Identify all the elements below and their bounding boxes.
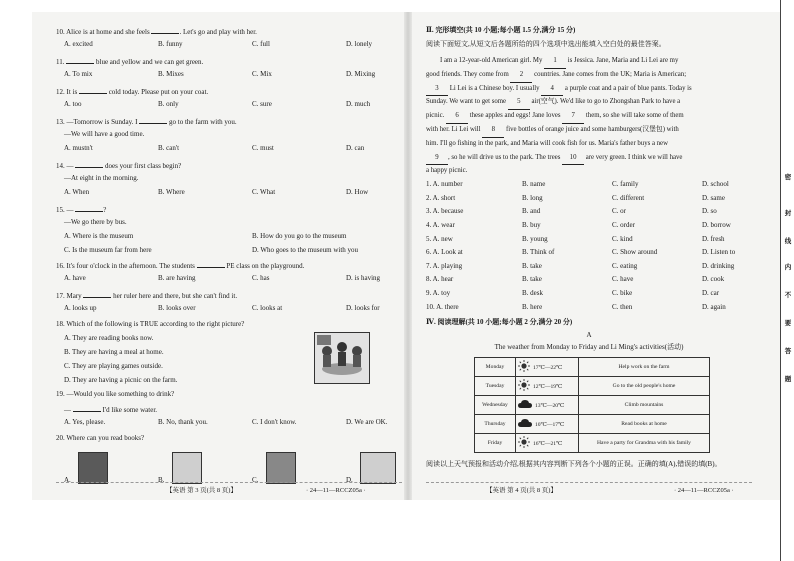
answer-option[interactable]: D. much <box>346 100 371 108</box>
question-text <box>56 204 106 215</box>
cloze-blank[interactable]: 2 <box>510 68 532 83</box>
weather-cell <box>516 415 579 434</box>
passage-text: him. I'll go fishing in the park, and Maria will cook fish for us. Maria's father buys a new <box>426 139 668 147</box>
question-number: 10. <box>56 28 67 36</box>
dialogue-line: —We will have a good time. <box>64 130 145 138</box>
answer-option[interactable]: D. Who goes to the museum with you <box>252 246 359 254</box>
answer-option[interactable]: D. so <box>702 207 717 216</box>
passage-text: countries. Jane comes from the UK; Maria is American; <box>532 70 687 78</box>
passage-text: I am a 12-year-old American girl. My <box>440 57 545 64</box>
stem-text: Alice is at home and she feels <box>66 28 152 36</box>
answer-option[interactable]: C. Is the museum far from here <box>64 246 152 254</box>
passage-line <box>426 68 752 82</box>
cloze-blank[interactable]: 5 <box>508 95 530 110</box>
answer-option[interactable]: C. bike <box>612 289 633 297</box>
answer-option[interactable]: 2. A. short <box>426 193 456 202</box>
question-text <box>56 116 237 127</box>
question-text <box>56 160 181 171</box>
answer-blank[interactable] <box>73 404 101 412</box>
dialogue-text: I'd like some water. <box>100 406 158 414</box>
cloze-option-row <box>426 303 752 314</box>
answer-option[interactable]: A. mustn't <box>64 144 93 152</box>
answer-option[interactable]: B. take <box>522 275 542 284</box>
dialogue-line <box>56 404 410 415</box>
seal-line-char: 不 <box>784 292 792 299</box>
answer-option[interactable]: 7. A. playing <box>426 261 463 270</box>
question-text <box>56 434 144 443</box>
answer-option[interactable]: D. fresh <box>702 234 725 243</box>
stem-text: Mary <box>66 292 84 300</box>
activity: Have a party for Grandma with his family <box>579 434 710 453</box>
answer-option[interactable]: B. are having <box>158 274 196 282</box>
answer-option[interactable]: A. excited <box>64 40 93 48</box>
option-row <box>56 274 402 285</box>
answer-option[interactable]: B. No, thank you. <box>158 418 208 426</box>
sun-icon <box>518 379 530 394</box>
answer-option[interactable]: A. have <box>64 274 86 282</box>
passage-text: a happy picnic. <box>426 167 468 175</box>
temperature: 16℃—21℃ <box>533 440 563 447</box>
weekday: Wednesday <box>475 396 516 415</box>
letter-picture <box>172 452 202 484</box>
question-stem <box>56 390 402 401</box>
stem-text: — <box>66 206 76 214</box>
question-text <box>56 290 237 301</box>
page-3 <box>56 12 402 500</box>
seal-line-char: 线 <box>784 238 792 245</box>
question-number: 20. <box>56 434 67 442</box>
answer-option[interactable]: B. Mixes <box>158 70 184 78</box>
activity: Go to the old people's home <box>579 377 710 396</box>
dialogue-dash: — <box>64 406 73 414</box>
cloze-blank[interactable]: 4 <box>541 82 563 97</box>
question-text <box>56 320 244 329</box>
question-stem <box>56 86 402 97</box>
answer-option[interactable]: A. looks up <box>64 304 97 312</box>
seal-line-char: 封 <box>784 210 792 217</box>
library-picture <box>360 452 396 484</box>
answer-option[interactable]: B. How do you go to the museum <box>252 232 347 240</box>
stem-text: does your first class begin? <box>103 162 182 170</box>
passage-text: these apples and eggs! Jane loves <box>468 112 563 120</box>
question-text <box>56 260 304 271</box>
answer-option[interactable]: B. desk <box>522 289 543 297</box>
seal-line-char: 内 <box>784 264 792 271</box>
question-number: 18. <box>56 320 67 328</box>
answer-option[interactable]: B. buy <box>522 221 541 229</box>
weather-cell <box>516 434 579 453</box>
answer-option[interactable]: A. too <box>64 100 82 108</box>
question-number: 17. <box>56 292 67 300</box>
question-number: 12. <box>56 88 67 96</box>
option-row <box>56 100 402 111</box>
cloze-option-row <box>426 275 752 286</box>
answer-option[interactable]: C. then <box>612 302 633 311</box>
answer-option[interactable]: B. can't <box>158 144 180 152</box>
answer-blank[interactable] <box>151 26 179 34</box>
passage-text: with her. Li Lei will <box>426 125 483 133</box>
option-row <box>56 70 402 81</box>
answer-option[interactable]: 1. A. number <box>426 180 463 189</box>
answer-option[interactable]: C. Mix <box>252 70 272 78</box>
answer-option[interactable]: C. have <box>612 275 634 284</box>
question-stem <box>56 434 402 445</box>
passage-line <box>426 82 752 96</box>
weather-row <box>475 434 710 453</box>
weather-row <box>475 358 710 377</box>
passage-text: them, so she will take some of them <box>584 112 684 120</box>
answer-option[interactable]: D. same <box>702 193 725 202</box>
answer-option[interactable]: B. Where <box>158 188 185 196</box>
question-number: 16. <box>56 262 67 270</box>
answer-option[interactable]: B. <box>158 476 165 484</box>
answer-option[interactable]: B. here <box>522 302 543 311</box>
answer-blank[interactable] <box>75 160 103 168</box>
answer-option[interactable]: 5. A. new <box>426 234 453 243</box>
stem-text: Which of the following is TRUE according to the right picture? <box>66 320 245 328</box>
weather-cell <box>516 396 579 415</box>
reading-picture <box>78 452 108 484</box>
answer-option[interactable]: C. full <box>252 40 270 48</box>
question-text <box>56 86 208 97</box>
question-stem <box>56 260 402 271</box>
cloze-blank[interactable]: 10 <box>562 151 584 166</box>
sun-icon <box>518 360 530 375</box>
answer-option[interactable]: B. Think of <box>522 248 555 257</box>
answer-option[interactable]: D. How <box>346 188 369 196</box>
answer-option[interactable]: D. can <box>346 144 365 152</box>
passage-line <box>426 95 752 109</box>
cloze-option-row <box>426 194 752 205</box>
stem-text: It is <box>66 88 79 96</box>
passage-line <box>426 164 752 178</box>
temperature: 12℃—19℃ <box>533 383 563 390</box>
cloze-option-row <box>426 289 752 300</box>
footer-page-label: 【英语 第 4 页(共 8 页)】 <box>486 487 557 494</box>
stem-text: her ruler here and there, but she can't find it. <box>111 292 238 300</box>
footer-page-label: 【英语 第 3 页(共 8 页)】 <box>166 487 237 494</box>
cloze-blank[interactable]: 7 <box>562 109 584 124</box>
temperature: 13℃—20℃ <box>535 402 565 409</box>
cloud-icon <box>518 399 532 412</box>
question-number: 15. <box>56 206 67 214</box>
option-row <box>56 418 402 429</box>
question-text <box>56 390 174 399</box>
passage-text: Li Lei is a Chinese boy. I usually <box>448 84 542 92</box>
answer-blank[interactable] <box>197 260 225 268</box>
question-number: 19. <box>56 390 67 398</box>
answer-option[interactable]: A. They are reading books now. <box>64 334 154 342</box>
section-2-instruction: 阅读下面短文,从短文后各题所给的四个选项中选出能填入空白处的最佳答案。 <box>426 40 666 48</box>
page-footer <box>426 482 752 500</box>
stem-text: —Would you like something to drink? <box>66 390 175 398</box>
answer-option[interactable]: C. What <box>252 188 276 196</box>
passage-text: Sunday. We want to get some <box>426 98 508 106</box>
cloze-option-row <box>426 180 752 191</box>
weather-row <box>475 415 710 434</box>
seal-line-char: 密 <box>784 174 792 181</box>
answer-option[interactable]: A. Yes, please. <box>64 418 106 426</box>
answer-option[interactable]: C. looks at <box>252 304 283 312</box>
passage-text: are very green. I think we will have <box>584 153 683 161</box>
answer-option[interactable]: D. lonely <box>346 40 373 48</box>
option-row <box>56 232 402 243</box>
question-stem <box>56 160 402 171</box>
question-number: 14. <box>56 162 67 170</box>
cloze-option-row <box>426 235 752 246</box>
passage-line <box>426 151 752 165</box>
answer-option[interactable]: B. long <box>522 193 543 202</box>
passage-a-label: A <box>586 331 592 340</box>
question-stem <box>56 56 402 67</box>
cloze-option-row <box>426 221 752 232</box>
passage-line <box>426 137 752 151</box>
question-stem <box>56 26 402 37</box>
activity: Climb mountains <box>579 396 710 415</box>
table-caption: The weather from Monday to Friday and Li Ming's activities(活动) <box>494 343 684 352</box>
classroom-picture <box>266 452 296 484</box>
answer-option[interactable]: D. We are OK. <box>346 418 388 426</box>
family-meal-picture <box>314 332 370 384</box>
answer-option[interactable]: D. drinking <box>702 261 735 270</box>
passage-text: is Jessica. Jane, Maria and Li Lei are my <box>566 57 679 64</box>
stem-text: go to the farm with you. <box>167 118 237 126</box>
seal-line-char: 题 <box>784 376 792 383</box>
passage-text: air(空气). We'd like to go to Zhongshan Park to have a <box>529 98 681 106</box>
weather-row <box>475 396 710 415</box>
seal-line-char: 要 <box>784 320 792 327</box>
question-number: 13. <box>56 118 67 126</box>
answer-blank[interactable] <box>83 290 111 298</box>
question-number: 11. <box>56 58 67 66</box>
answer-option[interactable]: 9. A. toy <box>426 289 451 297</box>
cloud-icon <box>518 418 532 431</box>
passage-line <box>426 123 752 137</box>
passage-text: picnic. <box>426 112 447 120</box>
stem-text: It's four o'clock in the afternoon. The students <box>66 262 197 270</box>
cloze-blank[interactable]: 9 <box>426 151 448 166</box>
seal-line <box>780 0 781 561</box>
weather-table <box>474 357 710 453</box>
passage-text: a purple coat and a pair of blue pants. Today is <box>563 84 692 92</box>
option-row <box>56 188 402 199</box>
answer-option[interactable]: B. name <box>522 180 546 189</box>
answer-option[interactable]: D. looks for <box>346 304 380 312</box>
answer-blank[interactable] <box>75 204 103 212</box>
cloze-blank[interactable]: 1 <box>544 54 566 69</box>
passage-text: good friends. They come from <box>426 70 511 78</box>
weather-cell <box>516 377 579 396</box>
answer-option[interactable]: B. funny <box>158 40 183 48</box>
cloze-blank[interactable]: 6 <box>446 109 468 124</box>
page-4 <box>426 12 752 500</box>
option-row <box>56 304 402 315</box>
question-stem <box>56 204 402 215</box>
weekday: Monday <box>475 358 516 377</box>
answer-option[interactable]: D. cook <box>702 275 725 284</box>
option-row <box>56 246 402 257</box>
answer-option[interactable]: 6. A. Look at <box>426 248 463 257</box>
cloze-option-row <box>426 248 752 259</box>
answer-option[interactable]: 3. A. because <box>426 207 464 216</box>
answer-option[interactable]: C. kind <box>612 234 633 243</box>
answer-option[interactable]: A. When <box>64 188 90 196</box>
dialogue-line: —At eight in the morning. <box>64 174 139 182</box>
seal-line-sidebar <box>780 0 794 561</box>
exam-sheet <box>32 12 780 500</box>
sun-icon <box>518 436 530 451</box>
answer-option[interactable]: D. car <box>702 289 720 297</box>
option-row <box>56 40 402 51</box>
stem-text: PE class on the playground. <box>224 262 305 270</box>
stem-text: cold today. Please put on your coat. <box>106 88 209 96</box>
answer-option[interactable]: C. order <box>612 221 635 229</box>
answer-blank[interactable] <box>139 116 167 124</box>
weather-row <box>475 377 710 396</box>
answer-option[interactable]: D. <box>346 476 353 484</box>
answer-option[interactable]: D. school <box>702 180 729 189</box>
footer-code: · 24—11—RCCZ05a · <box>306 487 366 494</box>
stem-text: blue and yellow and we can get green. <box>94 58 204 66</box>
answer-blank[interactable] <box>66 56 94 64</box>
answer-option[interactable]: B. take <box>522 261 542 270</box>
answer-option[interactable]: D. Listen to <box>702 248 736 257</box>
cloze-blank[interactable]: 8 <box>482 123 504 138</box>
question-stem <box>56 320 402 331</box>
answer-option[interactable]: B. only <box>158 100 179 108</box>
page-footer <box>56 482 402 500</box>
cloze-passage <box>426 54 752 178</box>
activity: Read books at home <box>579 415 710 434</box>
answer-option[interactable]: 10. A. there <box>426 302 459 311</box>
temperature: 17℃—22℃ <box>533 364 563 371</box>
answer-option[interactable]: C. has <box>252 274 270 282</box>
passage-text: , so he will drive us to the park. The trees <box>448 153 563 161</box>
question-text <box>56 26 257 37</box>
stem-text: — <box>66 162 76 170</box>
cloze-option-row <box>426 207 752 218</box>
weekday: Thursday <box>475 415 516 434</box>
answer-option[interactable]: C. different <box>612 193 645 202</box>
section-2-title: Ⅱ. 完形填空(共 10 小题;每小题 1.5 分,满分 15 分) <box>426 26 576 34</box>
question-text <box>56 56 203 67</box>
footer-code: · 24—11—RCCZ05a · <box>674 487 734 494</box>
answer-option[interactable]: B. young <box>522 234 548 243</box>
answer-option[interactable]: D. borrow <box>702 221 731 229</box>
passage-line <box>426 109 752 123</box>
weather-cell <box>516 358 579 377</box>
stem-text: . Let's go and play with her. <box>179 28 257 36</box>
answer-option[interactable]: A. <box>64 476 71 484</box>
answer-option[interactable]: C. eating <box>612 261 638 270</box>
answer-option[interactable]: 8. A. hear <box>426 275 454 284</box>
answer-option[interactable]: C. or <box>612 207 626 216</box>
answer-blank[interactable] <box>79 86 107 94</box>
dialogue-line: —We go there by bus. <box>64 218 127 226</box>
answer-option[interactable]: B. looks over <box>158 304 196 312</box>
weekday: Tuesday <box>475 377 516 396</box>
answer-option[interactable]: A. To mix <box>64 70 93 78</box>
stem-text: Where can you read books? <box>66 434 145 442</box>
stem-text: —Tomorrow is Sunday. I <box>66 118 140 126</box>
answer-option[interactable]: B. and <box>522 207 541 216</box>
answer-option[interactable]: C. Show around <box>612 248 658 257</box>
seal-line-char: 答 <box>784 348 792 355</box>
reading-instruction: 阅读以上天气预报和活动介绍,根据其内容判断下列各个小题的正误。正确的填(A),错误的填(B)。 <box>426 460 722 469</box>
cloze-option-row <box>426 262 752 273</box>
answer-option[interactable]: D. is having <box>346 274 381 282</box>
answer-option[interactable]: C. sure <box>252 100 272 108</box>
passage-line <box>426 54 752 68</box>
cloze-blank[interactable]: 3 <box>426 82 448 97</box>
section-3-title: Ⅳ. 阅读理解(共 10 小题;每小题 2 分,满分 20 分) <box>426 318 573 327</box>
weekday: Friday <box>475 434 516 453</box>
answer-option[interactable]: D. They are having a picnic on the farm. <box>64 376 178 384</box>
answer-option[interactable]: C. must <box>252 144 274 152</box>
activity: Help work on the farm <box>579 358 710 377</box>
passage-text: five bottles of orange juice and some hamburgers(汉堡包) with <box>504 125 679 133</box>
answer-option[interactable]: A. Where is the museum <box>64 232 134 240</box>
temperature: 10℃—17℃ <box>535 421 565 428</box>
answer-option[interactable]: C. <box>252 476 259 484</box>
option-row <box>56 144 402 155</box>
answer-option[interactable]: D. again <box>702 302 726 311</box>
question-stem <box>56 116 402 127</box>
answer-option[interactable]: C. They are playing games outside. <box>64 362 163 370</box>
answer-option[interactable]: 4. A. wear <box>426 221 455 229</box>
question-stem <box>56 290 402 301</box>
answer-option[interactable]: C. family <box>612 180 639 189</box>
answer-option[interactable]: D. Mixing <box>346 70 376 78</box>
answer-option[interactable]: B. They are having a meal at home. <box>64 348 164 356</box>
stem-text: ? <box>103 206 107 214</box>
answer-option[interactable]: C. I don't know. <box>252 418 297 426</box>
